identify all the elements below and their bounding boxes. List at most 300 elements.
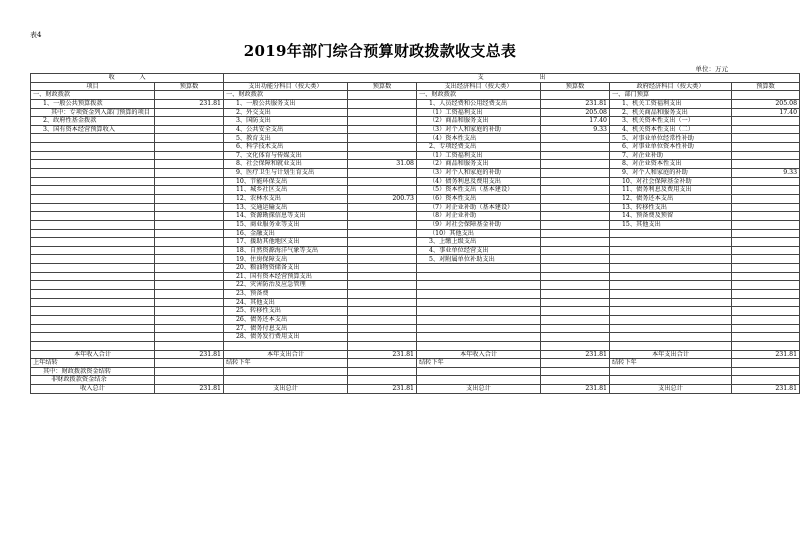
amount-cell bbox=[541, 134, 610, 143]
amount-cell bbox=[732, 203, 800, 212]
item-cell: 其中：专项资金列入部门预算的项目 bbox=[31, 108, 155, 117]
amount-cell bbox=[541, 298, 610, 307]
table-row bbox=[31, 341, 800, 350]
item-cell bbox=[417, 333, 541, 342]
item-cell: 19、住房保障支出 bbox=[224, 255, 348, 264]
amount-cell bbox=[155, 264, 224, 273]
item-cell: 8、社会保障和就业支出 bbox=[224, 160, 348, 169]
amount-cell bbox=[732, 272, 800, 281]
amount-cell bbox=[541, 160, 610, 169]
col-budget-1: 预算数 bbox=[155, 82, 224, 91]
table-row bbox=[31, 220, 800, 229]
item-cell: 2、政府性基金拨款 bbox=[31, 117, 155, 126]
amount-cell bbox=[541, 341, 610, 350]
item-cell: 4、公共安全支出 bbox=[224, 125, 348, 134]
amount-cell bbox=[348, 246, 417, 255]
amount-cell bbox=[348, 91, 417, 100]
amount-cell bbox=[541, 359, 610, 368]
item-cell: （8）对企业补助 bbox=[417, 212, 541, 221]
amount-cell bbox=[155, 298, 224, 307]
item-cell: （1）工资福利支出 bbox=[417, 108, 541, 117]
item-cell bbox=[31, 290, 155, 299]
item-cell: （1）工资福利支出 bbox=[417, 151, 541, 160]
col-econ: 支出经济科目（按大类） bbox=[417, 82, 541, 91]
amount-cell bbox=[732, 341, 800, 350]
income-header: 收 入 bbox=[31, 74, 224, 83]
item-cell: 其中：财政拨款资金结转 bbox=[31, 367, 155, 376]
amount-cell bbox=[541, 281, 610, 290]
amount-cell bbox=[732, 177, 800, 186]
col-budget-2: 预算数 bbox=[348, 82, 417, 91]
col-budget-4: 预算数 bbox=[732, 82, 800, 91]
amount-cell bbox=[155, 238, 224, 247]
item-cell bbox=[417, 376, 541, 385]
item-cell: （6）资本性支出 bbox=[417, 194, 541, 203]
table-row bbox=[31, 212, 800, 221]
item-cell bbox=[610, 341, 732, 350]
table-row bbox=[31, 385, 800, 394]
item-cell bbox=[31, 169, 155, 178]
item-cell: 14、资源勘探信息等支出 bbox=[224, 212, 348, 221]
unit-label: 单位：万元 bbox=[695, 65, 728, 73]
item-cell bbox=[610, 298, 732, 307]
amount-cell bbox=[541, 91, 610, 100]
amount-cell bbox=[348, 264, 417, 273]
amount-cell bbox=[155, 359, 224, 368]
item-cell: 支出总计 bbox=[224, 385, 348, 394]
item-cell bbox=[610, 376, 732, 385]
amount-cell: 200.73 bbox=[348, 194, 417, 203]
amount-cell bbox=[348, 134, 417, 143]
amount-cell bbox=[348, 108, 417, 117]
amount-cell bbox=[348, 255, 417, 264]
amount-cell bbox=[155, 281, 224, 290]
amount-cell bbox=[348, 272, 417, 281]
amount-cell bbox=[732, 324, 800, 333]
item-cell: （9）对社会保障基金补助 bbox=[417, 220, 541, 229]
item-cell: 本年支出合计 bbox=[610, 350, 732, 359]
item-cell: 2、外交支出 bbox=[224, 108, 348, 117]
item-cell bbox=[31, 212, 155, 221]
item-cell: 一、部门预算 bbox=[610, 91, 732, 100]
amount-cell bbox=[732, 333, 800, 342]
item-cell bbox=[417, 341, 541, 350]
item-cell bbox=[610, 229, 732, 238]
amount-cell bbox=[732, 91, 800, 100]
item-cell bbox=[417, 290, 541, 299]
amount-cell bbox=[541, 220, 610, 229]
amount-cell bbox=[732, 134, 800, 143]
amount-cell: 17.40 bbox=[732, 108, 800, 117]
amount-cell bbox=[348, 307, 417, 316]
amount-cell bbox=[732, 212, 800, 221]
item-cell: （10）其他支出 bbox=[417, 229, 541, 238]
table-row bbox=[31, 99, 800, 108]
amount-cell bbox=[732, 143, 800, 152]
col-budget-3: 预算数 bbox=[541, 82, 610, 91]
amount-cell: 231.81 bbox=[155, 350, 224, 359]
item-cell bbox=[417, 324, 541, 333]
item-cell: 一、财政拨款 bbox=[417, 91, 541, 100]
amount-cell bbox=[348, 177, 417, 186]
amount-cell bbox=[155, 212, 224, 221]
amount-cell bbox=[348, 125, 417, 134]
amount-cell bbox=[348, 281, 417, 290]
table-row bbox=[31, 376, 800, 385]
amount-cell: 231.81 bbox=[541, 385, 610, 394]
amount-cell bbox=[348, 117, 417, 126]
item-cell: 18、自然资源海洋气象等支出 bbox=[224, 246, 348, 255]
amount-cell bbox=[541, 246, 610, 255]
item-cell: 22、灾害防治及应急管理 bbox=[224, 281, 348, 290]
amount-cell bbox=[541, 376, 610, 385]
table-row bbox=[31, 359, 800, 368]
col-func: 支出功能分科目（按大类） bbox=[224, 82, 348, 91]
item-cell: 27、债务付息支出 bbox=[224, 324, 348, 333]
amount-cell bbox=[541, 212, 610, 221]
amount-cell bbox=[348, 99, 417, 108]
amount-cell: 231.81 bbox=[541, 99, 610, 108]
header-row-1 bbox=[31, 74, 800, 83]
table-row bbox=[31, 143, 800, 152]
amount-cell bbox=[155, 229, 224, 238]
amount-cell bbox=[155, 91, 224, 100]
amount-cell bbox=[732, 117, 800, 126]
item-cell: 16、金融支出 bbox=[224, 229, 348, 238]
item-cell: （7）对企业补助（基本建设） bbox=[417, 203, 541, 212]
item-cell: 3、上缴上级支出 bbox=[417, 238, 541, 247]
table-row bbox=[31, 108, 800, 117]
item-cell bbox=[31, 203, 155, 212]
amount-cell bbox=[541, 264, 610, 273]
amount-cell bbox=[155, 220, 224, 229]
amount-cell bbox=[541, 255, 610, 264]
amount-cell bbox=[732, 367, 800, 376]
item-cell: （2）商品和服务支出 bbox=[417, 160, 541, 169]
amount-cell bbox=[541, 315, 610, 324]
item-cell bbox=[31, 315, 155, 324]
amount-cell bbox=[541, 290, 610, 299]
item-cell: 11、城乡社区支出 bbox=[224, 186, 348, 195]
item-cell: 结转下年 bbox=[610, 359, 732, 368]
item-cell: 3、机关资本性支出（一） bbox=[610, 117, 732, 126]
amount-cell bbox=[155, 246, 224, 255]
amount-cell bbox=[155, 160, 224, 169]
amount-cell bbox=[541, 367, 610, 376]
amount-cell bbox=[155, 186, 224, 195]
amount-cell bbox=[732, 281, 800, 290]
amount-cell bbox=[155, 194, 224, 203]
amount-cell bbox=[732, 151, 800, 160]
item-cell bbox=[610, 264, 732, 273]
item-cell bbox=[610, 324, 732, 333]
item-cell bbox=[224, 341, 348, 350]
amount-cell bbox=[155, 341, 224, 350]
item-cell bbox=[31, 238, 155, 247]
amount-cell bbox=[348, 186, 417, 195]
amount-cell bbox=[155, 151, 224, 160]
amount-cell bbox=[541, 151, 610, 160]
col-item: 项目 bbox=[31, 82, 155, 91]
amount-cell bbox=[732, 255, 800, 264]
item-cell: （4）资本性支出 bbox=[417, 134, 541, 143]
amount-cell bbox=[732, 194, 800, 203]
item-cell: 11、债务利息及费用支出 bbox=[610, 186, 732, 195]
amount-cell: 9.33 bbox=[541, 125, 610, 134]
header-row-2 bbox=[31, 82, 800, 91]
item-cell: 支出总计 bbox=[417, 385, 541, 394]
amount-cell bbox=[732, 307, 800, 316]
amount-cell bbox=[732, 186, 800, 195]
amount-cell bbox=[348, 151, 417, 160]
item-cell: 9、医疗卫生与计划生育支出 bbox=[224, 169, 348, 178]
amount-cell bbox=[348, 341, 417, 350]
amount-cell bbox=[155, 367, 224, 376]
item-cell: 4、事业单位经营支出 bbox=[417, 246, 541, 255]
amount-cell bbox=[541, 307, 610, 316]
item-cell: 1、人员经费和公用经费支出 bbox=[417, 99, 541, 108]
amount-cell bbox=[155, 134, 224, 143]
item-cell bbox=[31, 333, 155, 342]
item-cell: 8、对企业资本性支出 bbox=[610, 160, 732, 169]
amount-cell bbox=[732, 290, 800, 299]
table-row bbox=[31, 255, 800, 264]
amount-cell: 31.08 bbox=[348, 160, 417, 169]
item-cell bbox=[31, 298, 155, 307]
item-cell: 17、援助其他地区支出 bbox=[224, 238, 348, 247]
table-row bbox=[31, 238, 800, 247]
amount-cell bbox=[155, 255, 224, 264]
amount-cell bbox=[541, 333, 610, 342]
amount-cell bbox=[732, 229, 800, 238]
item-cell: 15、商业服务业等支出 bbox=[224, 220, 348, 229]
item-cell bbox=[31, 281, 155, 290]
amount-cell: 231.81 bbox=[155, 99, 224, 108]
item-cell bbox=[31, 264, 155, 273]
item-cell: 本年支出合计 bbox=[224, 350, 348, 359]
item-cell: 4、机关资本性支出（二） bbox=[610, 125, 732, 134]
item-cell bbox=[610, 238, 732, 247]
item-cell bbox=[610, 315, 732, 324]
amount-cell bbox=[155, 169, 224, 178]
item-cell bbox=[31, 177, 155, 186]
amount-cell bbox=[155, 203, 224, 212]
amount-cell bbox=[732, 220, 800, 229]
amount-cell bbox=[348, 367, 417, 376]
table-row bbox=[31, 298, 800, 307]
item-cell: 10、对社会保障基金补助 bbox=[610, 177, 732, 186]
amount-cell: 231.81 bbox=[541, 350, 610, 359]
amount-cell bbox=[155, 315, 224, 324]
item-cell: 15、其他支出 bbox=[610, 220, 732, 229]
item-cell: 9、对个人和家庭的补助 bbox=[610, 169, 732, 178]
amount-cell bbox=[348, 315, 417, 324]
amount-cell bbox=[155, 117, 224, 126]
item-cell bbox=[31, 220, 155, 229]
item-cell: 一、财政拨款 bbox=[31, 91, 155, 100]
table-row bbox=[31, 160, 800, 169]
expense-header: 支 出 bbox=[224, 74, 800, 83]
table-row bbox=[31, 151, 800, 160]
amount-cell bbox=[155, 272, 224, 281]
amount-cell bbox=[541, 229, 610, 238]
item-cell bbox=[31, 151, 155, 160]
amount-cell bbox=[155, 324, 224, 333]
item-cell: 25、转移性支出 bbox=[224, 307, 348, 316]
item-cell: 2、机关商品和服务支出 bbox=[610, 108, 732, 117]
amount-cell: 231.81 bbox=[155, 385, 224, 394]
amount-cell bbox=[541, 143, 610, 152]
item-cell bbox=[31, 341, 155, 350]
amount-cell: 231.81 bbox=[348, 385, 417, 394]
table-row bbox=[31, 229, 800, 238]
item-cell bbox=[31, 272, 155, 281]
amount-cell: 231.81 bbox=[732, 385, 800, 394]
item-cell bbox=[610, 281, 732, 290]
item-cell: 一、财政拨款 bbox=[224, 91, 348, 100]
amount-cell bbox=[732, 376, 800, 385]
amount-cell bbox=[155, 376, 224, 385]
amount-cell bbox=[732, 315, 800, 324]
table-row bbox=[31, 315, 800, 324]
item-cell: 6、对事业单位资本性补助 bbox=[610, 143, 732, 152]
item-cell: 1、机关工资福利支出 bbox=[610, 99, 732, 108]
item-cell: 2、专项经费支出 bbox=[417, 143, 541, 152]
amount-cell bbox=[155, 143, 224, 152]
amount-cell bbox=[348, 238, 417, 247]
item-cell: 26、债务还本支出 bbox=[224, 315, 348, 324]
amount-cell bbox=[732, 160, 800, 169]
amount-cell bbox=[155, 177, 224, 186]
table-row bbox=[31, 307, 800, 316]
item-cell bbox=[31, 143, 155, 152]
table-row bbox=[31, 125, 800, 134]
table-row bbox=[31, 333, 800, 342]
amount-cell bbox=[348, 376, 417, 385]
amount-cell bbox=[348, 143, 417, 152]
amount-cell bbox=[732, 125, 800, 134]
col-gov: 政府经济科目（按大类） bbox=[610, 82, 732, 91]
item-cell: （3）对个人和家庭的补助 bbox=[417, 169, 541, 178]
amount-cell bbox=[348, 324, 417, 333]
table-row bbox=[31, 91, 800, 100]
amount-cell bbox=[155, 333, 224, 342]
item-cell: 14、预备费及预留 bbox=[610, 212, 732, 221]
amount-cell bbox=[348, 203, 417, 212]
table-row bbox=[31, 246, 800, 255]
item-cell: （5）资本性支出（基本建设） bbox=[417, 186, 541, 195]
item-cell: 5、对附属单位补助支出 bbox=[417, 255, 541, 264]
item-cell: 21、国有资本经营预算支出 bbox=[224, 272, 348, 281]
item-cell: 12、农林水支出 bbox=[224, 194, 348, 203]
item-cell: 28、债务发行费用支出 bbox=[224, 333, 348, 342]
item-cell: 3、国防支出 bbox=[224, 117, 348, 126]
amount-cell bbox=[541, 324, 610, 333]
item-cell: 10、节能环保支出 bbox=[224, 177, 348, 186]
item-cell bbox=[417, 264, 541, 273]
amount-cell bbox=[732, 264, 800, 273]
item-cell bbox=[610, 290, 732, 299]
amount-cell bbox=[348, 290, 417, 299]
amount-cell bbox=[348, 169, 417, 178]
table-id: 表4 bbox=[30, 31, 42, 39]
amount-cell bbox=[732, 359, 800, 368]
table-row bbox=[31, 272, 800, 281]
table-row bbox=[31, 367, 800, 376]
amount-cell: 9.33 bbox=[732, 169, 800, 178]
item-cell: 本年收入合计 bbox=[31, 350, 155, 359]
amount-cell bbox=[348, 229, 417, 238]
amount-cell bbox=[348, 298, 417, 307]
item-cell bbox=[31, 246, 155, 255]
item-cell: 支出总计 bbox=[610, 385, 732, 394]
amount-cell bbox=[348, 212, 417, 221]
item-cell: 5、对事业单位经常性补助 bbox=[610, 134, 732, 143]
table-row bbox=[31, 186, 800, 195]
item-cell bbox=[417, 367, 541, 376]
table-row bbox=[31, 264, 800, 273]
amount-cell bbox=[541, 203, 610, 212]
amount-cell: 231.81 bbox=[348, 350, 417, 359]
amount-cell bbox=[155, 290, 224, 299]
amount-cell bbox=[541, 177, 610, 186]
amount-cell bbox=[155, 108, 224, 117]
item-cell bbox=[610, 255, 732, 264]
item-cell: 13、转移性支出 bbox=[610, 203, 732, 212]
page-title: 2019年部门综合预算财政拨款收支总表 bbox=[243, 42, 517, 60]
amount-cell bbox=[541, 238, 610, 247]
item-cell bbox=[610, 272, 732, 281]
amount-cell bbox=[348, 359, 417, 368]
item-cell bbox=[31, 194, 155, 203]
table-row bbox=[31, 203, 800, 212]
amount-cell bbox=[155, 307, 224, 316]
amount-cell bbox=[732, 238, 800, 247]
item-cell bbox=[417, 315, 541, 324]
item-cell: 本年收入合计 bbox=[417, 350, 541, 359]
item-cell: 3、国有资本经营预算收入 bbox=[31, 125, 155, 134]
item-cell bbox=[610, 307, 732, 316]
table-row bbox=[31, 194, 800, 203]
item-cell: 7、对企业补助 bbox=[610, 151, 732, 160]
table-row bbox=[31, 324, 800, 333]
item-cell bbox=[417, 272, 541, 281]
item-cell: 6、科学技术支出 bbox=[224, 143, 348, 152]
item-cell: 12、债务还本支出 bbox=[610, 194, 732, 203]
item-cell: 13、交通运输支出 bbox=[224, 203, 348, 212]
item-cell bbox=[610, 246, 732, 255]
item-cell: 1、一般公共服务支出 bbox=[224, 99, 348, 108]
item-cell: （4）债务利息及费用支出 bbox=[417, 177, 541, 186]
item-cell bbox=[31, 255, 155, 264]
item-cell bbox=[31, 186, 155, 195]
amount-cell bbox=[541, 169, 610, 178]
item-cell: 7、文化体育与传媒支出 bbox=[224, 151, 348, 160]
amount-cell: 205.08 bbox=[541, 108, 610, 117]
item-cell bbox=[31, 324, 155, 333]
amount-cell bbox=[541, 194, 610, 203]
table-row bbox=[31, 117, 800, 126]
amount-cell bbox=[155, 125, 224, 134]
item-cell: 非财政拨款资金结余 bbox=[31, 376, 155, 385]
item-cell: 收入总计 bbox=[31, 385, 155, 394]
item-cell bbox=[31, 307, 155, 316]
item-cell bbox=[31, 134, 155, 143]
item-cell: 1、一般公共预算拨款 bbox=[31, 99, 155, 108]
table-row bbox=[31, 169, 800, 178]
item-cell: （2）商品和服务支出 bbox=[417, 117, 541, 126]
item-cell bbox=[224, 376, 348, 385]
